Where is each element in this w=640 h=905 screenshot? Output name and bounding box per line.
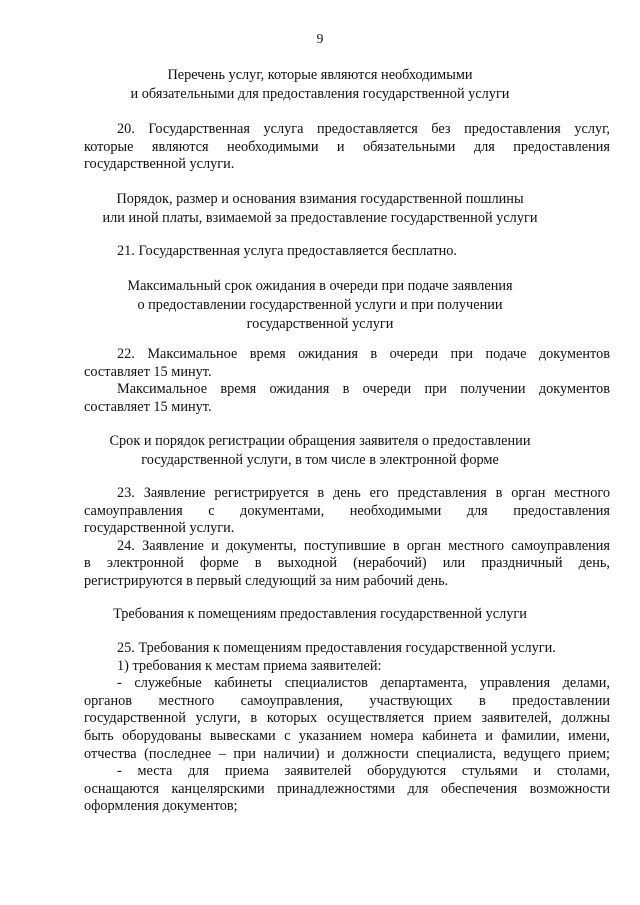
heading-line: государственной услуги, в том числе в электронной форме	[141, 452, 499, 468]
paragraph-line: 23. Заявление регистрируется в день его представления в орган местного	[117, 485, 610, 501]
section-heading-registration	[60, 432, 580, 470]
paragraph-line: - служебные кабинеты специалистов департамента, управления делами,	[117, 675, 610, 692]
paragraph-line: составляет 15 минут.	[84, 363, 212, 380]
paragraph-21	[84, 243, 610, 261]
paragraph-line: 1) требования к местам приема заявителей:	[117, 657, 382, 674]
heading-line: Максимальный срок ожидания в очереди при подаче заявления	[127, 278, 513, 294]
paragraph-line: 20. Государственная услуга предоставляется без предоставления услуг,	[117, 121, 610, 137]
paragraph-line: регистрируются в первый следующий за ним рабочий день.	[84, 572, 449, 589]
paragraph-line: оформления документов;	[84, 798, 238, 815]
heading-line: Срок и порядок регистрации обращения заявителя о предоставлении	[109, 433, 531, 449]
paragraph-line: 21. Государственная услуга предоставляется бесплатно.	[117, 243, 457, 259]
paragraph-line: которые являются необходимыми и обязательными для предоставления	[84, 138, 610, 155]
paragraph-line: государственной услуги.	[84, 156, 235, 173]
paragraph-line: самоуправления с документами, необходимыми для предоставления	[84, 502, 610, 519]
paragraph-23-24	[84, 485, 610, 591]
paragraph-line: в электронной форме в выходной (нерабочий) или праздничный день,	[84, 555, 610, 572]
paragraph-line: 22. Максимальное время ожидания в очереди при подаче документов	[117, 346, 610, 362]
paragraph-25	[84, 640, 610, 816]
paragraph-line: составляет 15 минут.	[84, 398, 212, 415]
heading-line: государственной услуги	[246, 316, 394, 332]
paragraph-20	[84, 121, 610, 174]
paragraph-22	[84, 346, 610, 416]
paragraph-line: органов местного самоуправления, участвующих в предоставлении	[84, 692, 610, 709]
heading-line: Требования к помещениям предоставления государственной услуги	[113, 606, 527, 622]
heading-line: о предоставлении государственной услуги и при получении	[137, 297, 503, 313]
paragraph-line: государственной услуги.	[84, 520, 235, 537]
heading-line: и обязательными для предоставления государственной услуги	[130, 86, 510, 102]
section-heading-services-list	[60, 66, 580, 104]
paragraph-line: - места для приема заявителей оборудуются стульями и столами,	[117, 763, 610, 780]
paragraph-line: 25. Требования к помещениям предоставления государственной услуги.	[117, 640, 556, 656]
paragraph-line: государственной услуги, в которых осуществляется прием заявителей, должны	[84, 710, 610, 727]
heading-line: Перечень услуг, которые являются необходимыми	[167, 67, 473, 83]
heading-line: Порядок, размер и основания взимания государственной пошлины	[116, 191, 524, 207]
paragraph-line: оснащаются канцелярскими принадлежностями для обеспечения возможности	[84, 780, 610, 797]
paragraph-line: отчества (последнее – при наличии) и должности специалиста, ведущего прием;	[84, 745, 610, 762]
paragraph-line: быть оборудованы вывесками с указанием номера кабинета и фамилии, имени,	[84, 727, 610, 744]
page-number: 9	[316, 31, 324, 46]
section-heading-premises	[60, 605, 580, 624]
paragraph-line: Максимальное время ожидания в очереди при получении документов	[117, 381, 610, 398]
section-heading-queue-time	[60, 277, 580, 334]
section-heading-fee	[60, 190, 580, 228]
paragraph-line: 24. Заявление и документы, поступившие в орган местного самоуправления	[117, 537, 610, 554]
heading-line: или иной платы, взимаемой за предоставление государственной услуги	[102, 210, 538, 226]
